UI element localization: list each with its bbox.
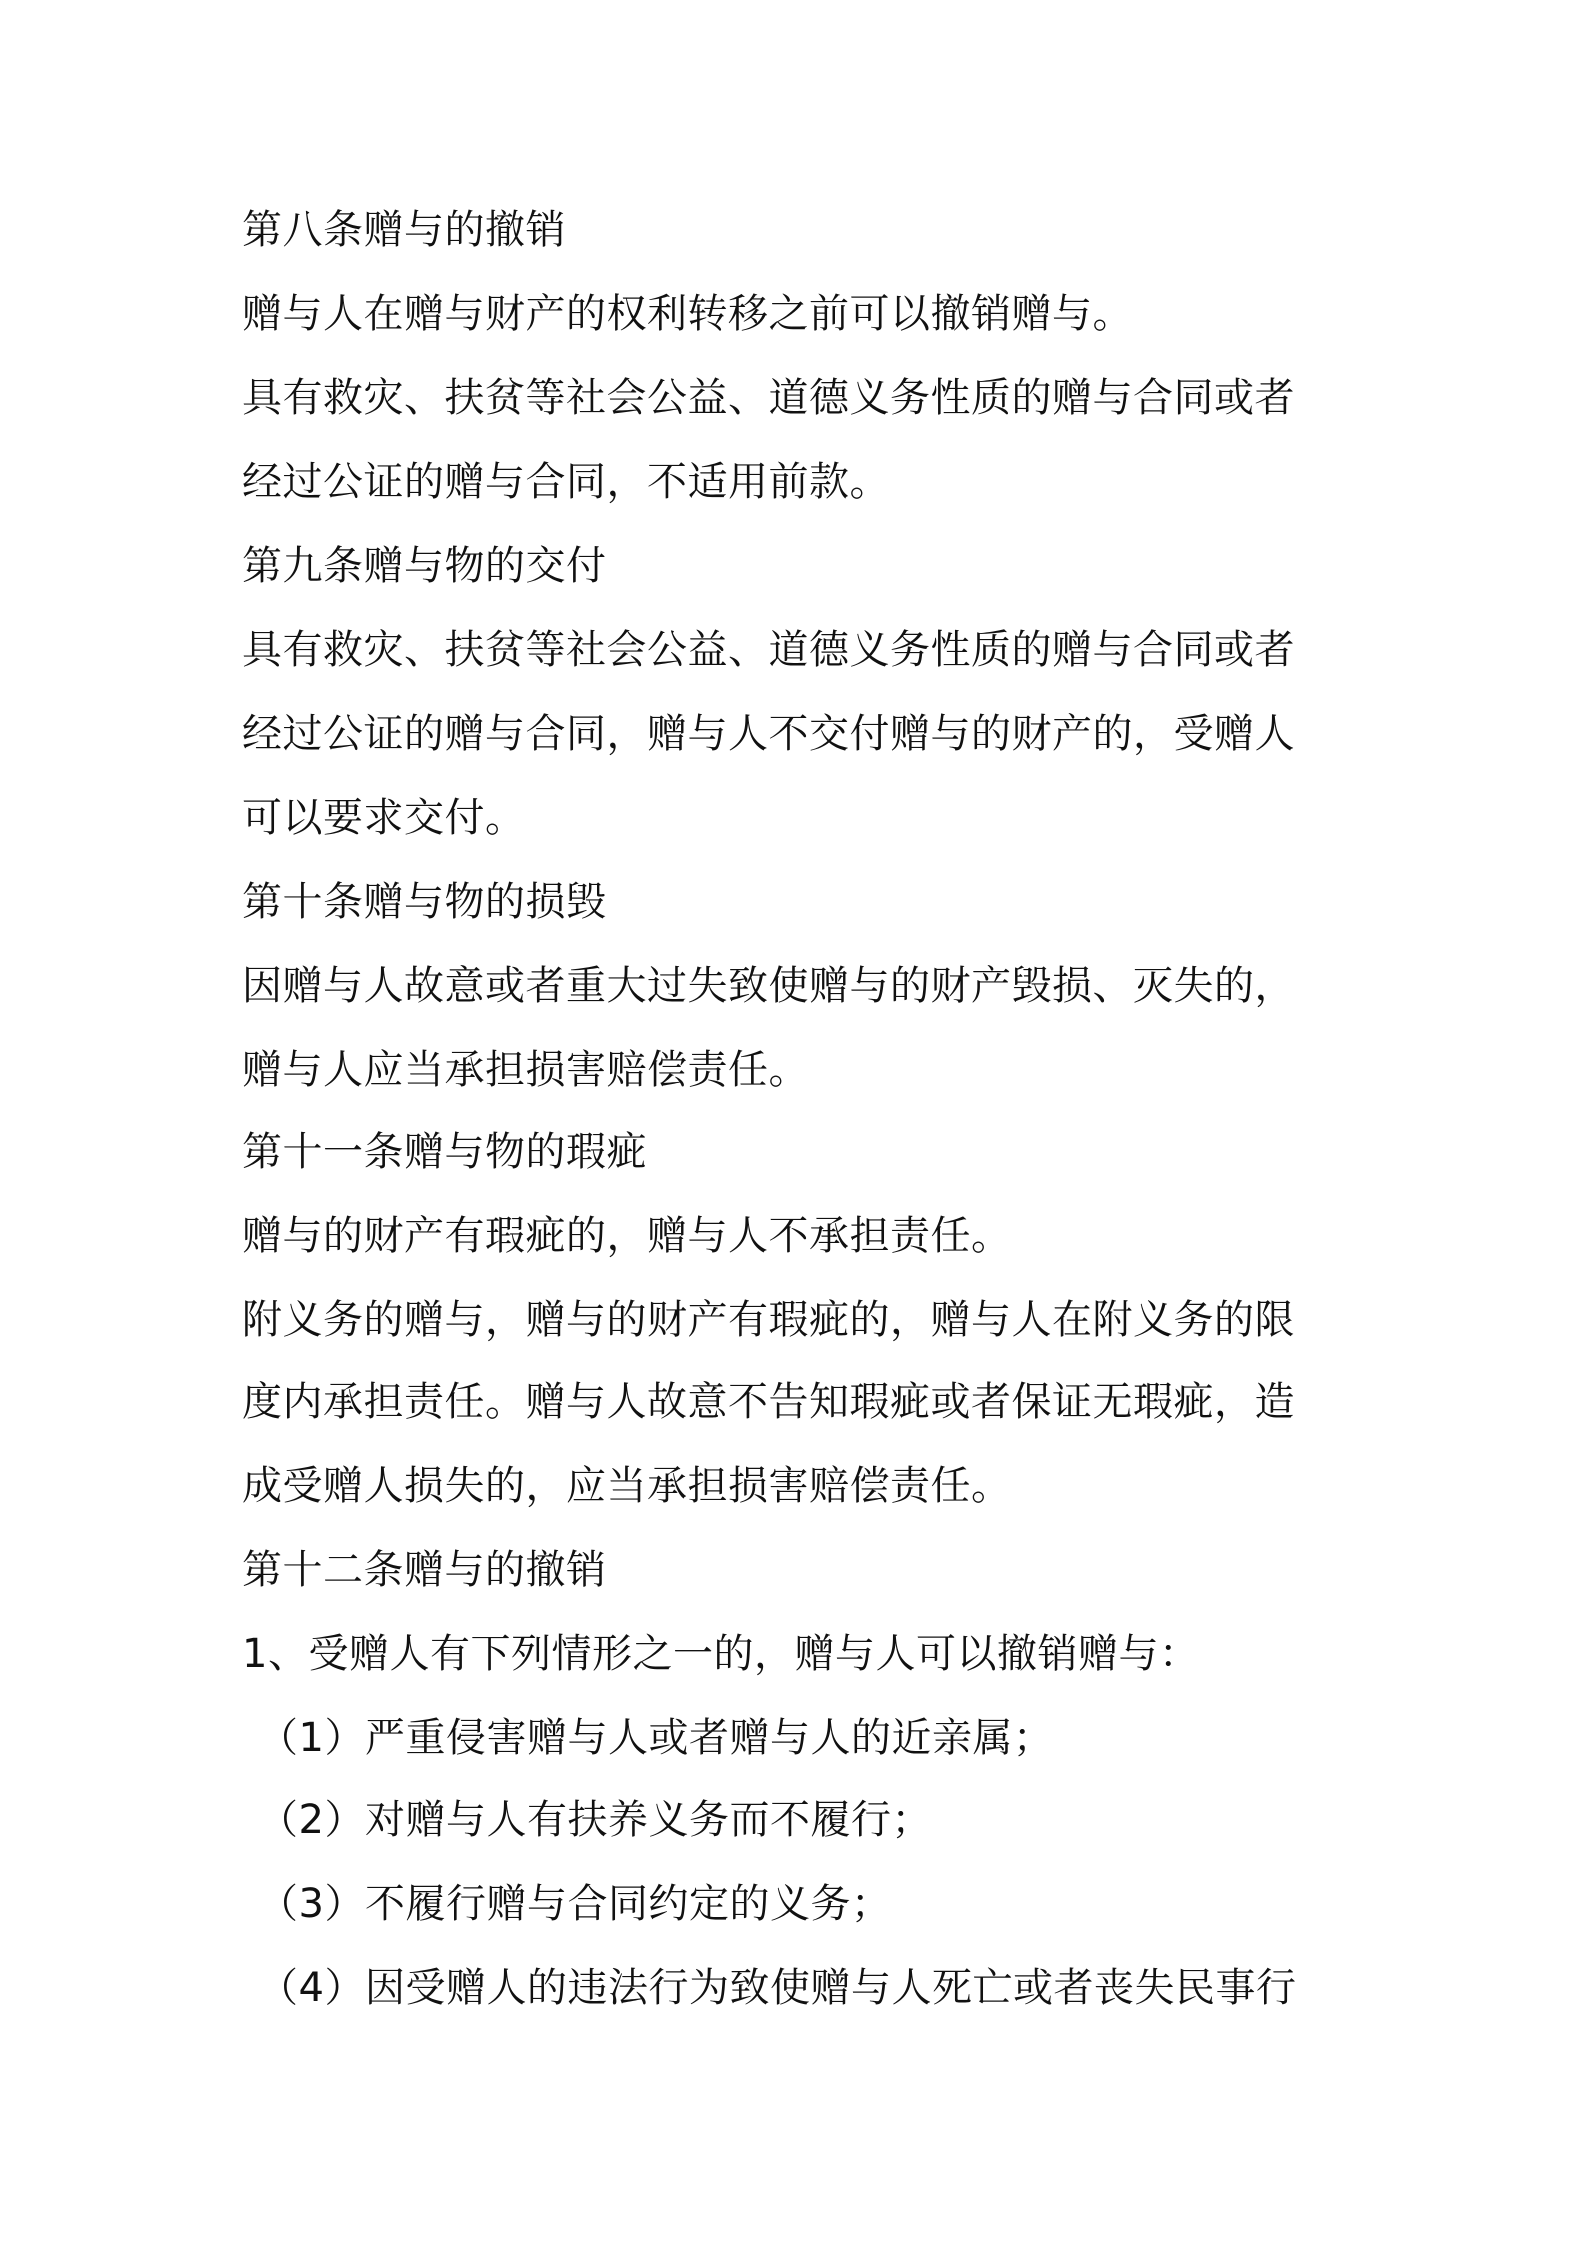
paragraph-line: 成受赠人损失的，应当承担损害赔偿责任。 [242,1463,1012,1509]
list-item: （2）对赠与人有扶养义务而不履行； [258,1797,932,1843]
article-11-heading: 第十一条赠与物的瑕疵 [242,1129,647,1175]
paragraph-line: 度内承担责任。赠与人故意不告知瑕疵或者保证无瑕疵，造 [242,1379,1295,1425]
list-item: （1）严重侵害赠与人或者赠与人的近亲属； [258,1715,1054,1761]
paragraph-line: 具有救灾、扶贫等社会公益、道德义务性质的赠与合同或者 [242,375,1295,421]
article-8-heading: 第八条赠与的撤销 [242,207,566,253]
list-item: （3）不履行赠与合同约定的义务； [258,1881,892,1927]
paragraph-line: 经过公证的赠与合同，赠与人不交付赠与的财产的，受赠人 [242,711,1295,757]
paragraph-line: 附义务的赠与，赠与的财产有瑕疵的，赠与人在附义务的限 [242,1297,1295,1343]
article-12-heading: 第十二条赠与的撤销 [242,1547,607,1593]
paragraph-line: 可以要求交付。 [242,795,526,841]
paragraph-line: 经过公证的赠与合同，不适用前款。 [242,459,890,505]
paragraph-line: 赠与人应当承担损害赔偿责任。 [242,1047,809,1093]
paragraph-line: 赠与人在赠与财产的权利转移之前可以撤销赠与。 [242,291,1133,337]
paragraph-line: 因赠与人故意或者重大过失致使赠与的财产毁损、灭失的， [242,963,1295,1009]
list-intro-line: 1、受赠人有下列情形之一的，赠与人可以撤销赠与： [242,1631,1200,1677]
article-10-heading: 第十条赠与物的损毁 [242,879,607,925]
paragraph-line: 具有救灾、扶贫等社会公益、道德义务性质的赠与合同或者 [242,627,1295,673]
paragraph-line: 赠与的财产有瑕疵的，赠与人不承担责任。 [242,1213,1012,1259]
list-item: （4）因受赠人的违法行为致使赠与人死亡或者丧失民事行 [258,1965,1297,2011]
article-9-heading: 第九条赠与物的交付 [242,543,607,589]
